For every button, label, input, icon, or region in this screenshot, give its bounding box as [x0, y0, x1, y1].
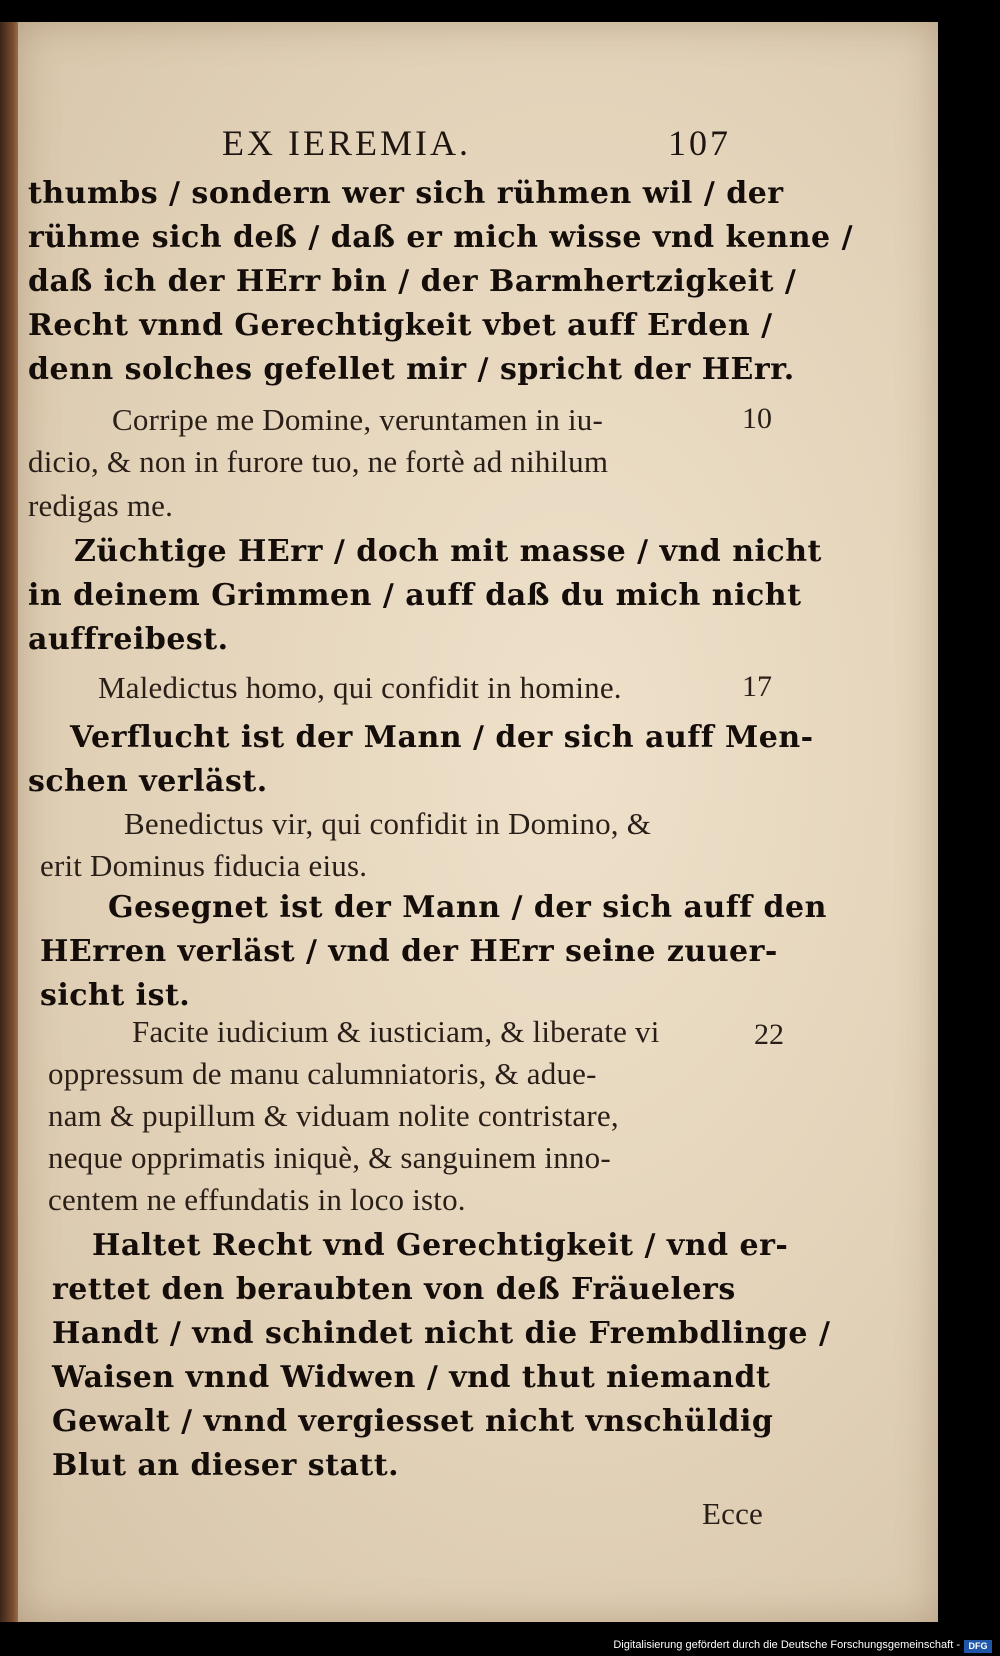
dfg-logo-icon: DFG [964, 1640, 992, 1653]
text-line: redigas me. [28, 488, 174, 523]
text-line: thumbs / sondern wer sich rühmen wil / der [28, 176, 784, 211]
text-line: HErren verläst / vnd der HErr seine zuuer- [40, 934, 778, 969]
text-line: dicio, & non in furore tuo, ne fortè ad nihilum [28, 444, 609, 479]
text-line: Waisen vnnd Widwen / vnd thut niemandt [52, 1360, 771, 1395]
text-line: in deinem Grimmen / auff daß du mich nicht [28, 578, 802, 613]
verse-number: 10 [742, 402, 772, 435]
text-line: nam & pupillum & viduam nolite contristare, [48, 1098, 619, 1133]
text-line: rühme sich deß / daß er mich wisse vnd kenne / [28, 220, 854, 255]
catchword: Ecce [702, 1496, 764, 1531]
running-title: EX IEREMIA. [222, 123, 471, 163]
text-line: schen verläst. [28, 764, 268, 799]
text-line: erit Dominus fiducia eius. [40, 848, 368, 883]
text-line: Haltet Recht vnd Gerechtigkeit / vnd er- [92, 1228, 789, 1263]
page-number: 107 [668, 123, 731, 163]
verse-number: 22 [754, 1018, 784, 1051]
text-line: auffreibest. [28, 622, 229, 657]
text-line: Benedictus vir, qui confidit in Domino, & [124, 806, 652, 841]
text-line: Maledictus homo, qui confidit in homine. [98, 670, 622, 705]
text-line: Gewalt / vnnd vergiesset nicht vnschüldig [52, 1404, 774, 1439]
text-line: centem ne effundatis in loco isto. [48, 1182, 466, 1217]
footer-credit: Digitalisierung gefördert durch die Deutsche Forschungsgemeinschaft - [613, 1639, 960, 1651]
text-line: sicht ist. [40, 978, 191, 1013]
text-line: neque opprimatis iniquè, & sanguinem inno- [48, 1140, 611, 1175]
text-line: Gesegnet ist der Mann / der sich auff den [108, 890, 827, 925]
text-line: rettet den beraubten von deß Fräuelers [52, 1272, 736, 1307]
text-line: Züchtige HErr / doch mit masse / vnd nicht [74, 534, 822, 569]
verse-number: 17 [742, 670, 772, 703]
text-line: daß ich der HErr bin / der Barmhertzigkeit / [28, 264, 797, 299]
text-line: oppressum de manu calumniatoris, & adue- [48, 1056, 597, 1091]
text-line: Verflucht ist der Mann / der sich auff Men- [70, 720, 814, 755]
text-line: Facite iudicium & iusticiam, & liberate vi [132, 1014, 660, 1049]
text-line: Corripe me Domine, veruntamen in iu- [112, 402, 604, 437]
text-line: Recht vnnd Gerechtigkeit vbet auff Erden / [28, 308, 773, 343]
text-line: Blut an dieser statt. [52, 1448, 400, 1483]
text-line: denn solches gefellet mir / spricht der HErr. [28, 352, 795, 387]
text-line: Handt / vnd schindet nicht die Frembdlinge / [52, 1316, 831, 1351]
